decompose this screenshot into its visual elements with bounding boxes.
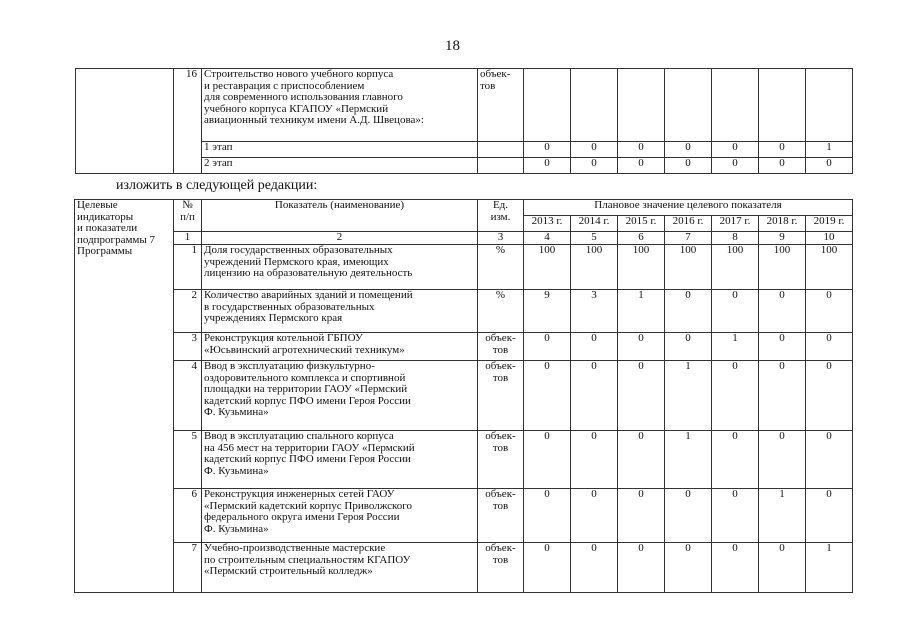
value-cell: 0 <box>618 158 665 174</box>
value-cell: 1 <box>806 142 853 158</box>
table-row <box>75 431 853 489</box>
unit-cell <box>478 290 524 333</box>
value-cell: 0 <box>618 361 665 431</box>
value-cell: 0 <box>665 333 712 361</box>
value-cell: 0 <box>665 158 712 174</box>
indicator-name <box>202 543 478 593</box>
header-unit-line: изм. <box>490 210 511 223</box>
indicator-name-line: Ф. Кузьмина» <box>204 406 269 418</box>
table-row <box>75 489 853 543</box>
value-cell: 0 <box>806 158 853 174</box>
value-cell: 0 <box>759 158 806 174</box>
value-cell: 0 <box>665 142 712 158</box>
year-header: 2013 г. <box>524 216 571 232</box>
value-cell: 1 <box>712 333 759 361</box>
stage-label: 2 этап <box>202 158 478 174</box>
indicator-name-line: Реконструкция инженерных сетей ГАОУ <box>204 488 395 500</box>
lead-text: изложить в следующей редакции: <box>116 178 318 193</box>
value-cell: 100 <box>618 245 665 290</box>
row-number: 4 <box>174 361 202 431</box>
value-cell: 0 <box>759 543 806 593</box>
row-number: 5 <box>174 431 202 489</box>
value-cell: 9 <box>524 290 571 333</box>
value-cell: 1 <box>806 543 853 593</box>
indicator-name <box>202 489 478 543</box>
row-number: 3 <box>174 333 202 361</box>
header-unit-line: Ед. <box>492 199 509 211</box>
indicator-name-line: для современного использования главного <box>204 91 403 103</box>
column-number: 5 <box>571 232 618 245</box>
indicator-name <box>202 69 478 142</box>
indicator-name <box>202 290 478 333</box>
value-cell: 0 <box>665 489 712 543</box>
unit-line: тов <box>492 499 509 512</box>
value-cell: 0 <box>759 142 806 158</box>
indicator-name <box>202 245 478 290</box>
table-row <box>76 69 853 142</box>
table-row <box>75 361 853 431</box>
value-cell: 0 <box>806 361 853 431</box>
section-label-line: и показатели <box>77 222 138 234</box>
value-cell: 0 <box>571 333 618 361</box>
row-number: 1 <box>174 245 202 290</box>
indicator-name-line: федерального округа имени Героя России <box>204 511 400 523</box>
value-cell: 0 <box>712 543 759 593</box>
indicator-name-line: Строительство нового учебного корпуса <box>204 68 394 80</box>
value-cell: 0 <box>618 333 665 361</box>
column-number: 8 <box>712 232 759 245</box>
indicator-name-line: Учебно-производственные мастерские <box>204 542 386 554</box>
value-cell: 0 <box>524 431 571 489</box>
unit-line: % <box>495 289 506 301</box>
value-cell: 0 <box>712 489 759 543</box>
value-cell <box>759 69 806 142</box>
value-cell: 0 <box>524 333 571 361</box>
year-header: 2017 г. <box>712 216 759 232</box>
value-cell: 0 <box>806 489 853 543</box>
unit-cell <box>478 142 524 158</box>
unit-line: объек- <box>485 430 516 442</box>
value-cell: 100 <box>571 245 618 290</box>
header-name: Показатель (наименование) <box>202 200 478 232</box>
row-number: 16 <box>174 69 202 174</box>
value-cell: 0 <box>759 290 806 333</box>
value-cell: 100 <box>665 245 712 290</box>
value-cell: 0 <box>806 333 853 361</box>
value-cell: 0 <box>806 290 853 333</box>
unit-line: объек- <box>485 360 516 372</box>
page-number: 18 <box>445 38 460 54</box>
value-cell <box>618 69 665 142</box>
indicator-name-line: кадетский корпус ПФО имени Героя России <box>204 394 411 407</box>
table-row <box>75 333 853 361</box>
unit-line: объек- <box>485 542 516 554</box>
unit-cell <box>478 489 524 543</box>
header-num-line: № <box>182 199 193 211</box>
value-cell: 0 <box>571 158 618 174</box>
value-cell: 0 <box>524 361 571 431</box>
unit-line: тов <box>492 371 509 384</box>
value-cell <box>524 69 571 142</box>
unit-line: тов <box>492 343 509 356</box>
value-cell <box>665 69 712 142</box>
indicators-table <box>74 199 853 593</box>
unit-line: объек- <box>485 488 516 500</box>
table-row <box>75 543 853 593</box>
indicator-name-line: авиационный техникум имени А.Д. Швецова»: <box>204 114 424 126</box>
header-unit <box>478 200 524 232</box>
value-cell: 0 <box>618 142 665 158</box>
section-label-cell <box>76 69 174 174</box>
value-cell: 0 <box>571 489 618 543</box>
indicator-name-line: Доля государственных образовательных <box>204 244 393 256</box>
value-cell: 0 <box>806 431 853 489</box>
value-cell: 0 <box>524 158 571 174</box>
column-number: 1 <box>174 232 202 245</box>
indicator-name-line: лицензию на образовательную деятельность <box>204 267 413 279</box>
indicator-name-line: учебного корпуса КГАПОУ «Пермский <box>204 102 389 115</box>
value-cell: 0 <box>618 431 665 489</box>
value-cell: 1 <box>618 290 665 333</box>
stage-label: 1 этап <box>202 142 478 158</box>
indicator-name-line: Ввод в эксплуатацию спального корпуса <box>204 430 394 442</box>
row-number: 7 <box>174 543 202 593</box>
value-cell: 0 <box>759 431 806 489</box>
unit-cell <box>478 333 524 361</box>
section-label-cell <box>75 200 174 593</box>
unit-line: тов <box>480 79 496 92</box>
unit-cell <box>478 69 524 142</box>
unit-cell <box>478 431 524 489</box>
indicator-name-line: учреждений Пермского края, имеющих <box>204 255 389 268</box>
value-cell: 100 <box>524 245 571 290</box>
value-cell: 0 <box>759 361 806 431</box>
value-cell: 1 <box>759 489 806 543</box>
year-header: 2019 г. <box>806 216 853 232</box>
value-cell <box>806 69 853 142</box>
indicator-name-line: Ф. Кузьмина» <box>204 522 269 535</box>
indicator-name-line: оздоровительного комплекса и спортивной <box>204 371 406 384</box>
indicator-name-line: «Пермский кадетский корпус Приволжского <box>204 499 413 512</box>
value-cell: 0 <box>712 361 759 431</box>
header-num-line: п/п <box>180 210 195 223</box>
unit-line: тов <box>492 553 509 566</box>
unit-cell <box>478 361 524 431</box>
indicator-name-line: «Юсьвинский агротехнический техникум» <box>204 343 405 356</box>
column-number: 7 <box>665 232 712 245</box>
table-row <box>75 290 853 333</box>
value-cell: 3 <box>571 290 618 333</box>
year-header: 2015 г. <box>618 216 665 232</box>
indicator-name-line: Количество аварийных зданий и помещений <box>204 289 413 301</box>
column-number: 3 <box>478 232 524 245</box>
header-plan: Плановое значение целевого показателя <box>524 200 853 216</box>
indicator-name-line: «Пермский строительный колледж» <box>204 565 373 577</box>
value-cell: 0 <box>524 489 571 543</box>
value-cell: 0 <box>759 333 806 361</box>
indicator-name-line: кадетский корпус ПФО имени Героя России <box>204 453 411 465</box>
year-header: 2014 г. <box>571 216 618 232</box>
value-cell: 0 <box>712 142 759 158</box>
indicator-name <box>202 431 478 489</box>
section-label-line: Целевые <box>77 199 118 211</box>
value-cell: 0 <box>571 431 618 489</box>
row-number: 6 <box>174 489 202 543</box>
header-row <box>75 200 853 216</box>
section-label-line: индикаторы <box>77 210 134 223</box>
indicator-name-line: Реконструкция котельной ГБПОУ <box>204 332 363 344</box>
column-number: 6 <box>618 232 665 245</box>
section-label-line: подпрограммы 7 <box>77 233 156 246</box>
value-cell: 0 <box>571 142 618 158</box>
indicator-name-line: учреждениях Пермского края <box>204 312 343 324</box>
value-cell: 0 <box>712 431 759 489</box>
value-cell: 0 <box>665 290 712 333</box>
column-number: 2 <box>202 232 478 245</box>
indicator-name-line: Ф. Кузьмина» <box>204 464 269 477</box>
value-cell: 100 <box>759 245 806 290</box>
value-cell: 1 <box>665 431 712 489</box>
column-number: 9 <box>759 232 806 245</box>
value-cell: 0 <box>712 290 759 333</box>
unit-cell <box>478 543 524 593</box>
indicator-name-line: и реставрация с приспособлением <box>204 79 365 92</box>
value-cell <box>712 69 759 142</box>
value-cell: 0 <box>618 543 665 593</box>
year-header: 2016 г. <box>665 216 712 232</box>
value-cell: 1 <box>665 361 712 431</box>
column-number: 4 <box>524 232 571 245</box>
value-cell: 0 <box>712 158 759 174</box>
unit-line: объек- <box>480 68 511 80</box>
indicator-name-line: Ввод в эксплуатацию физкультурно- <box>204 360 375 372</box>
unit-cell <box>478 158 524 174</box>
indicator-name <box>202 333 478 361</box>
year-header: 2018 г. <box>759 216 806 232</box>
indicator-name-line: на 456 мест на территории ГАОУ «Пермский <box>204 441 415 454</box>
value-cell: 100 <box>806 245 853 290</box>
value-cell: 0 <box>571 543 618 593</box>
unit-line: объек- <box>485 332 516 344</box>
indicator-name-line: площадки на территории ГАОУ «Пермский <box>204 383 408 395</box>
value-cell: 0 <box>524 543 571 593</box>
unit-line: % <box>495 244 506 256</box>
value-cell: 0 <box>571 361 618 431</box>
previous-table-fragment <box>75 68 853 174</box>
section-label-line: Программы <box>77 245 133 257</box>
table-row <box>75 245 853 290</box>
value-cell <box>571 69 618 142</box>
header-num <box>174 200 202 232</box>
column-numbers-row <box>75 232 853 245</box>
value-cell: 0 <box>524 142 571 158</box>
unit-line: тов <box>492 441 509 454</box>
value-cell: 100 <box>712 245 759 290</box>
column-number: 10 <box>806 232 853 245</box>
value-cell: 0 <box>618 489 665 543</box>
indicator-name-line: по строительным специальностям КГАПОУ <box>204 553 411 566</box>
unit-cell <box>478 245 524 290</box>
indicator-name <box>202 361 478 431</box>
row-number: 2 <box>174 290 202 333</box>
value-cell: 0 <box>665 543 712 593</box>
indicator-name-line: в государственных образовательных <box>204 300 375 313</box>
